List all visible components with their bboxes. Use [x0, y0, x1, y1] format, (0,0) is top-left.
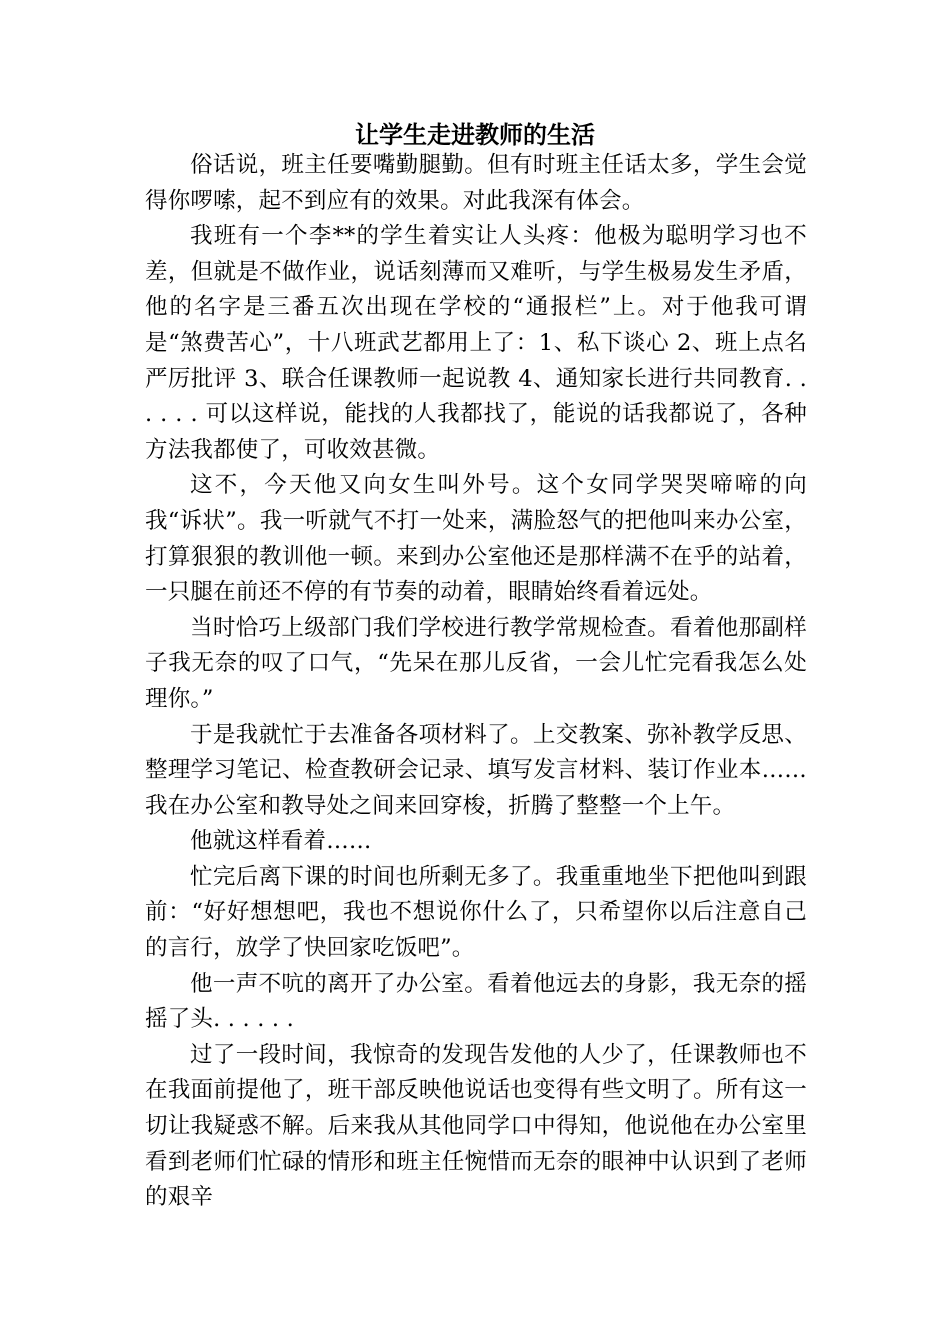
paragraph: 忙完后离下课的时间也所剩无多了。我重重地坐下把他叫到跟前：“好好想想吧，我也不想说你什么了，只希望你以后注意自己的言行，放学了快回家吃饭吧”。	[145, 863, 807, 962]
document-title: 让学生走进教师的生活	[355, 121, 595, 149]
paragraph: 俗话说，班主任要嘴勤腿勤。但有时班主任话太多，学生会觉得你啰嗦，起不到应有的效果。对此我深有体会。	[145, 152, 807, 214]
paragraph: 过了一段时间，我惊奇的发现告发他的人少了，任课教师也不在我面前提他了，班干部反映他说话也变得有些文明了。所有这一切让我疑惑不解。后来我从其他同学口中得知，他说他在办公室里看到老师们忙碌的情形和班主任惋惜而无奈的眼神中认识到了老师的艰辛	[145, 1041, 807, 1211]
paragraph: 他一声不吭的离开了办公室。看着他远去的身影，我无奈的摇摇了头. . . . . .	[145, 970, 807, 1033]
paragraph: 这不，今天他又向女生叫外号。这个女同学哭哭啼啼的向我“诉状”。我一听就气不打一处来，满脸怒气的把他叫来办公室，打算狠狠的教训他一顿。来到办公室他还是那样满不在乎的站着，一只腿在前还不停的有节奏的动着，眼睛始终看着远处。	[145, 472, 807, 606]
paragraph: 于是我就忙于去准备各项材料了。上交教案、弥补教学反思、整理学习笔记、检查教研会记录、填写发言材料、装订作业本……我在办公室和教导处之间来回穿梭，折腾了整整一个上午。	[145, 721, 807, 819]
document-body	[145, 148, 807, 1216]
paragraph: 他就这样看着……	[190, 828, 372, 855]
paragraph: 我班有一个李**的学生着实让人头疼：他极为聪明学习也不差，但就是不做作业，说话刻薄而又难听，与学生极易发生矛盾，他的名字是三番五次出现在学校的“通报栏”上。对于他我可谓是“煞费苦心”，十八班武艺都用上了：1、私下谈心 2、班上点名严厉批评 3、联合任课教师一起说教 4、通知家长进行共同教育. . . . . . 可以这样说，能找的人我都找了，能说的话我都说了，各种方法我都使了，可收效甚微。	[145, 223, 807, 463]
paragraph: 当时恰巧上级部门我们学校进行教学常规检查。看着他那副样子我无奈的叹了口气，“先呆在那儿反省，一会儿忙完看我怎么处理你。”	[145, 614, 807, 712]
